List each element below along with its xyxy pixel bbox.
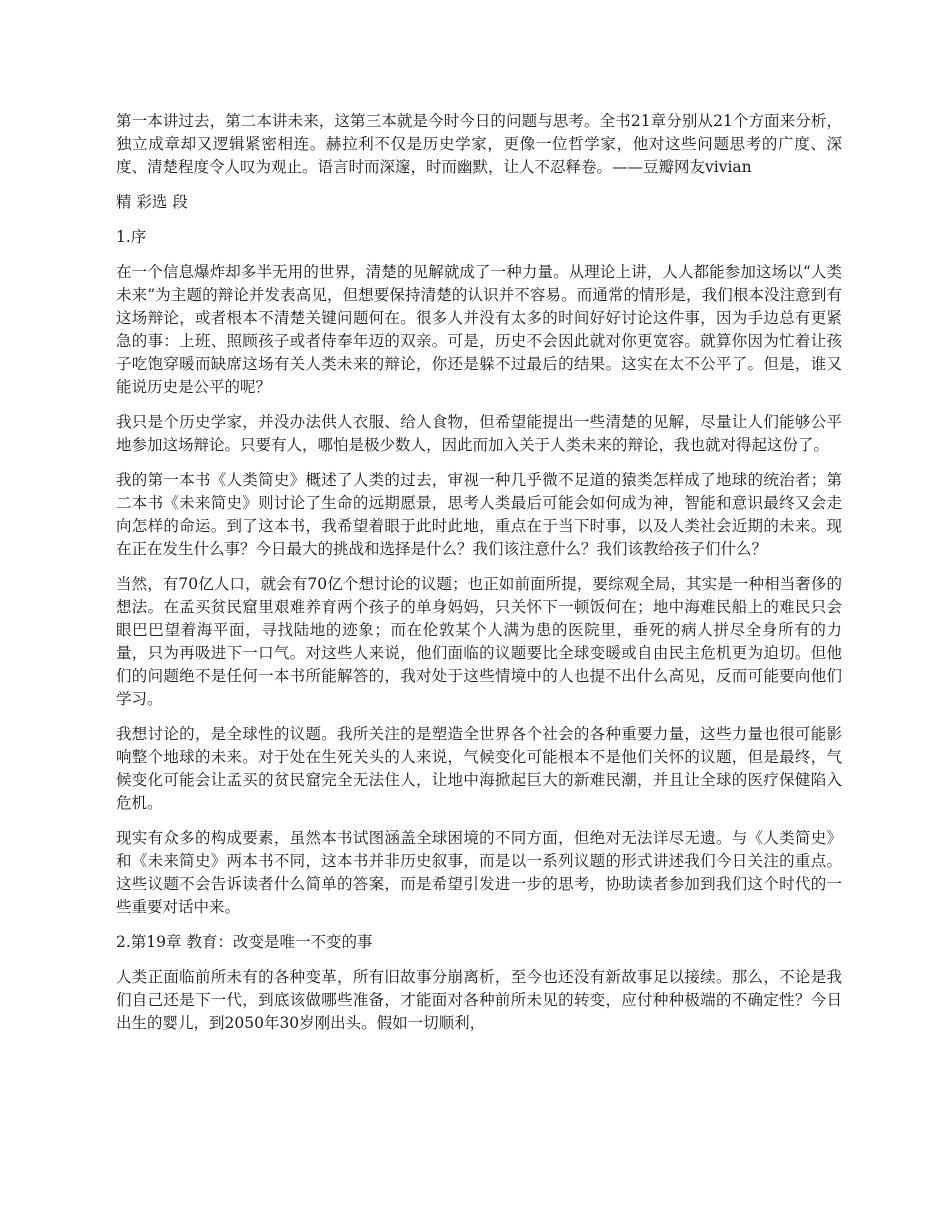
preface-paragraph-4: 当然，有70亿人口，就会有70亿个想讨论的议题；也正如前面所提，要综观全局，其实是一种相当奢侈的想法。在孟买贫民窟里艰难养育两个孩子的单身妈妈，只关怀下一顿饭何在；地中海难民船上的难民只会眼巴巴望着海平面，寻找陆地的迹象；而在伦敦某个人满为患的医院里，垂死的病人拼尽全身所有的力量，只为再吸进下一口气。对这些人来说，他们面临的议题要比全球变暖或自由民主危机更为迫切。但他们的问题绝不是任何一本书所能解答的，我对处于这些情境中的人也提不出什么高见，反而可能要向他们学习。: [116, 575, 842, 708]
review-quote-paragraph: 第一本讲过去，第二本讲未来，这第三本就是今时今日的问题与思考。全书21章分别从21个方面来分析，独立成章却又逻辑紧密相连。赫拉利不仅是历史学家，更像一位哲学家，他对这些问题思考的广度、深度、清楚程度令人叹为观止。语言时而深邃，时而幽默，让人不忍释卷。——豆瓣网友vivian: [116, 112, 842, 176]
chapter-19-heading: 2.第19章 教育：改变是唯一不变的事: [116, 933, 373, 951]
preface-paragraph-5: 我想讨论的，是全球性的议题。我所关注的是塑造全世界各个社会的各种重要力量，这些力量也很可能影响整个地球的未来。对于处在生死关头的人来说，气候变化可能根本不是他们关怀的议题，但是最终，气候变化可能会让孟买的贫民窟完全无法住人，让地中海掀起巨大的新难民潮，并且让全球的医疗保健陷入危机。: [116, 725, 842, 812]
preface-paragraph-6: 现实有众多的构成要素，虽然本书试图涵盖全球困境的不同方面，但绝对无法详尽无遗。与《人类简史》和《未来简史》两本书不同，这本书并非历史叙事，而是以一系列议题的形式讲述我们今日关注的重点。这些议题不会告诉读者什么简单的答案，而是希望引发进一步的思考，协助读者参加到我们这个时代的一些重要对话中来。: [116, 829, 842, 916]
preface-paragraph-2: 我只是个历史学家，并没办法供人衣服、给人食物，但希望能提出一些清楚的见解，尽量让人们能够公平地参加这场辩论。只要有人，哪怕是极少数人，因此而加入关于人类未来的辩论，我也就对得起这份了。: [116, 413, 842, 454]
document-page: [116, 110, 842, 1047]
preface-paragraph-1: 在一个信息爆炸却多半无用的世界，清楚的见解就成了一种力量。从理论上讲，人人都能参加这场以“人类未来”为主题的辩论并发表高见，但想要保持清楚的认识并不容易。而通常的情形是，我们根本没注意到有这场辩论，或者根本不清楚关键问题何在。很多人并没有太多的时间好好讨论这件事，因为手边总有更紧急的事：上班、照顾孩子或者侍奉年迈的双亲。可是，历史不会因此就对你更宽容。就算你因为忙着让孩子吃饱穿暖而缺席这场有关人类未来的辩论，你还是躲不过最后的结果。这实在太不公平了。但是，谁又能说历史是公平的呢？: [116, 263, 842, 396]
chapter-19-paragraph-1: 人类正面临前所未有的各种变革，所有旧故事分崩离析，至今也还没有新故事足以接续。那么，不论是我们自己还是下一代，到底该做哪些准备，才能面对各种前所未见的转变，应付种种极端的不确定性？今日出生的婴儿，到2050年30岁刚出头。假如一切顺利，: [116, 968, 842, 1032]
preface-paragraph-3: 我的第一本书《人类简史》概述了人类的过去，审视一种几乎微不足道的猿类怎样成了地球的统治者；第二本书《未来简史》则讨论了生命的远期愿景，思考人类最后可能会如何成为神，智能和意识最终又会走向怎样的命运。到了这本书，我希望着眼于此时此地，重点在于当下时事，以及人类社会近期的未来。现在正在发生什么事？今日最大的挑战和选择是什么？我们该注意什么？我们该教给孩子们什么？: [116, 471, 842, 558]
preface-heading: 1.序: [116, 228, 147, 246]
highlights-heading: 精 彩选 段: [116, 193, 188, 211]
